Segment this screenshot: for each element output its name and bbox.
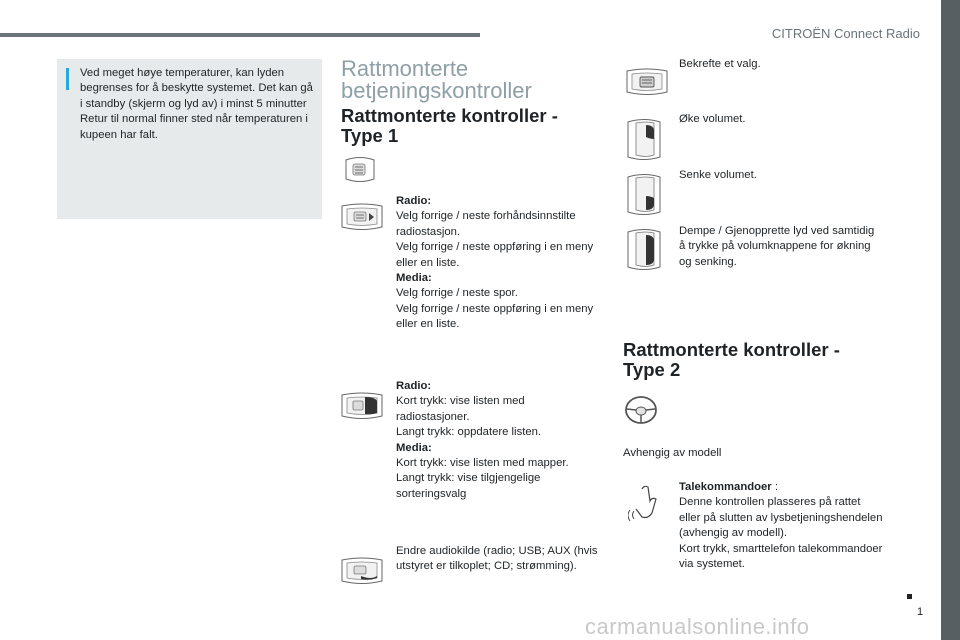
label-media: Media: [396,441,432,454]
dependent-text: Avhengig av modell [623,447,722,459]
voice-command-text: Talekommandoer : Denne kontrollen plasseres på rattet eller på slutten av lysbetjeningshendelen (avhengig av modell). Kort trykk, smarttelefon talekommandoer via systemet. [679,481,883,571]
watermark: carmanualsonline.info [585,614,810,639]
steering-switch-icon [339,391,385,421]
volume-up-text: Øke volumet. [679,113,746,125]
page-number: 1 [917,606,924,618]
page-title: Rattmonterte betjeningskontroller [341,56,532,103]
type1-item-2-text [396,379,601,502]
mute-text: Dempe / Gjenopprette lyd ved samtidig å trykke på volumknappene for økning og senking. [679,225,875,268]
header-brand: CITROËN Connect Radio [771,26,920,41]
steering-switch-icon [339,202,385,232]
section-heading-type2: Rattmonterte kontroller - Type 2 [623,339,840,380]
text-line: Kort trykk: vise listen med mapper. [396,457,569,470]
text-line: Langt trykk: vise tilgjengelige sorteringsvalg [396,472,541,500]
label-media: Media: [396,272,432,285]
section-heading-type1: Rattmonterte kontroller - Type 1 [341,105,558,146]
page-marker [907,594,912,599]
steering-switch-icon [339,556,385,586]
voice-command-icon [628,483,662,525]
volume-down-text: Senke volumet. [679,169,757,181]
text-line: Kort trykk: vise listen med radiostasjoner. [396,395,525,423]
steering-wheel-icon [623,395,659,425]
volume-wheel-icon [624,117,664,163]
confirm-text: Bekrefte et valg. [679,58,761,70]
text-line: Langt trykk: oppdatere listen. [396,426,542,439]
label-radio: Radio: [396,380,432,392]
steering-switch-icon [343,155,377,185]
type1-item-1-text [396,194,601,333]
steering-switch-icon [624,67,670,97]
volume-wheel-icon [624,227,664,273]
text-line: Velg forrige / neste oppføring i en meny eller en liste. [396,241,594,269]
note-text: Ved meget høye temperaturer, kan lyden begrenses for å beskytte systemet. Det kan gå i standby (skjerm og lyd av) i minst 5 minutter Retur til normal finner sted når temperaturen i kupeen har falt. [80,67,313,141]
info-icon [66,68,69,90]
type1-item-3-text: Endre audiokilde (radio; USB; AUX (hvis utstyret er tilkoplet; CD; strømming). [396,545,598,573]
volume-wheel-icon [624,172,664,218]
text-line: Velg forrige / neste oppføring i en meny eller en liste. [396,302,594,331]
text-line: Velg forrige / neste spor. [396,287,518,300]
label-radio: Radio: [396,195,432,207]
text-line: Velg forrige / neste forhåndsinnstilte radiostasjon. [396,210,576,238]
top-rule [0,33,480,37]
side-tab [941,0,960,640]
